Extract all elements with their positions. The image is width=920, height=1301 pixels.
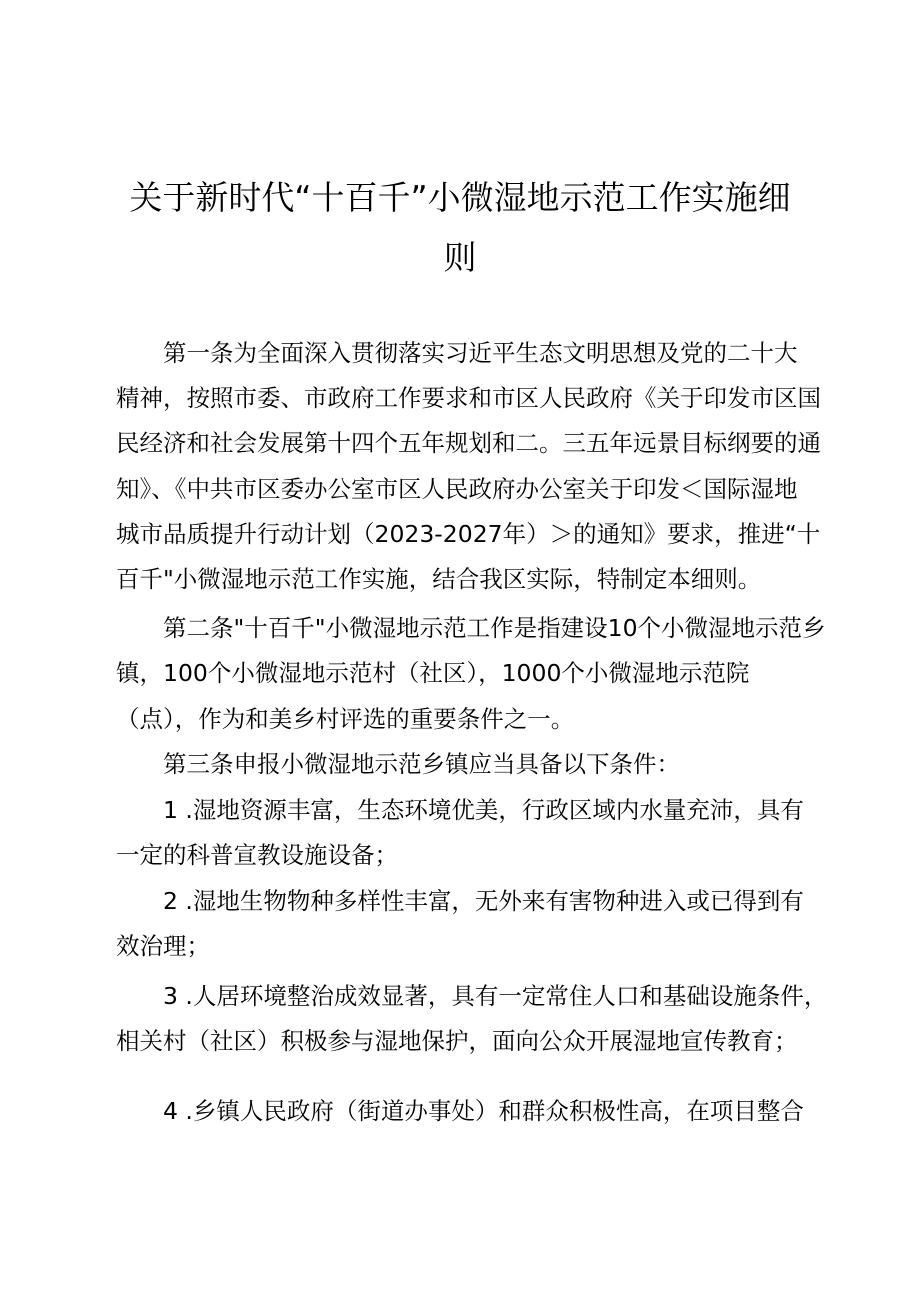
condition-2-line-1: 2 .湿地生物物种多样性丰富，无外来有害物种进入或已得到有 bbox=[163, 887, 804, 915]
condition-3-line-1: 3 .人居环境整治成效显著，具有一定常住人口和基础设施条件， bbox=[163, 982, 828, 1010]
article-2-line-1: 第二条"十百千"小微湿地示范工作是指建设10个小微湿地示范乡 bbox=[163, 614, 826, 642]
article-1-line-1: 第一条为全面深入贯彻落实习近平生态文明思想及党的二十大 bbox=[163, 339, 798, 367]
article-1-line-4: 知》、《中共市区委办公室市区人民政府办公室关于印发＜国际湿地 bbox=[116, 475, 798, 503]
article-1-line-2: 精神，按照市委、市政府工作要求和市区人民政府《关于印发市区国 bbox=[116, 384, 821, 412]
article-1-line-5: 城市品质提升行动计划（2023-2027年）＞的通知》要求，推进“十 bbox=[116, 520, 821, 548]
document-title-line-1: 关于新时代“十百千”小微湿地示范工作实施细 bbox=[129, 178, 791, 217]
document-title-line-2: 则 bbox=[443, 238, 477, 277]
condition-4-line-1: 4 .乡镇人民政府（街道办事处）和群众积极性高，在项目整合 bbox=[163, 1097, 804, 1125]
article-3-intro: 第三条申报小微湿地示范乡镇应当具备以下条件： bbox=[163, 750, 680, 778]
article-2-line-3: （点），作为和美乡村评选的重要条件之一。 bbox=[116, 705, 575, 733]
condition-1-line-2: 一定的科普宣教设施设备； bbox=[116, 841, 398, 869]
article-2-line-2: 镇，100个小微湿地示范村（社区），1000个小微湿地示范院 bbox=[116, 659, 750, 687]
article-1-line-6: 百千"小微湿地示范工作实施，结合我区实际，特制定本细则。 bbox=[116, 565, 762, 593]
condition-1-line-1: 1 .湿地资源丰富，生态环境优美，行政区域内水量充沛，具有 bbox=[163, 796, 804, 824]
condition-3-line-2: 相关村（社区）积极参与湿地保护，面向公众开展湿地宣传教育； bbox=[116, 1027, 798, 1055]
article-1-line-3: 民经济和社会发展第十四个五年规划和二。三五年远景目标纲要的通 bbox=[116, 429, 821, 457]
condition-2-line-2: 效治理； bbox=[116, 932, 210, 960]
